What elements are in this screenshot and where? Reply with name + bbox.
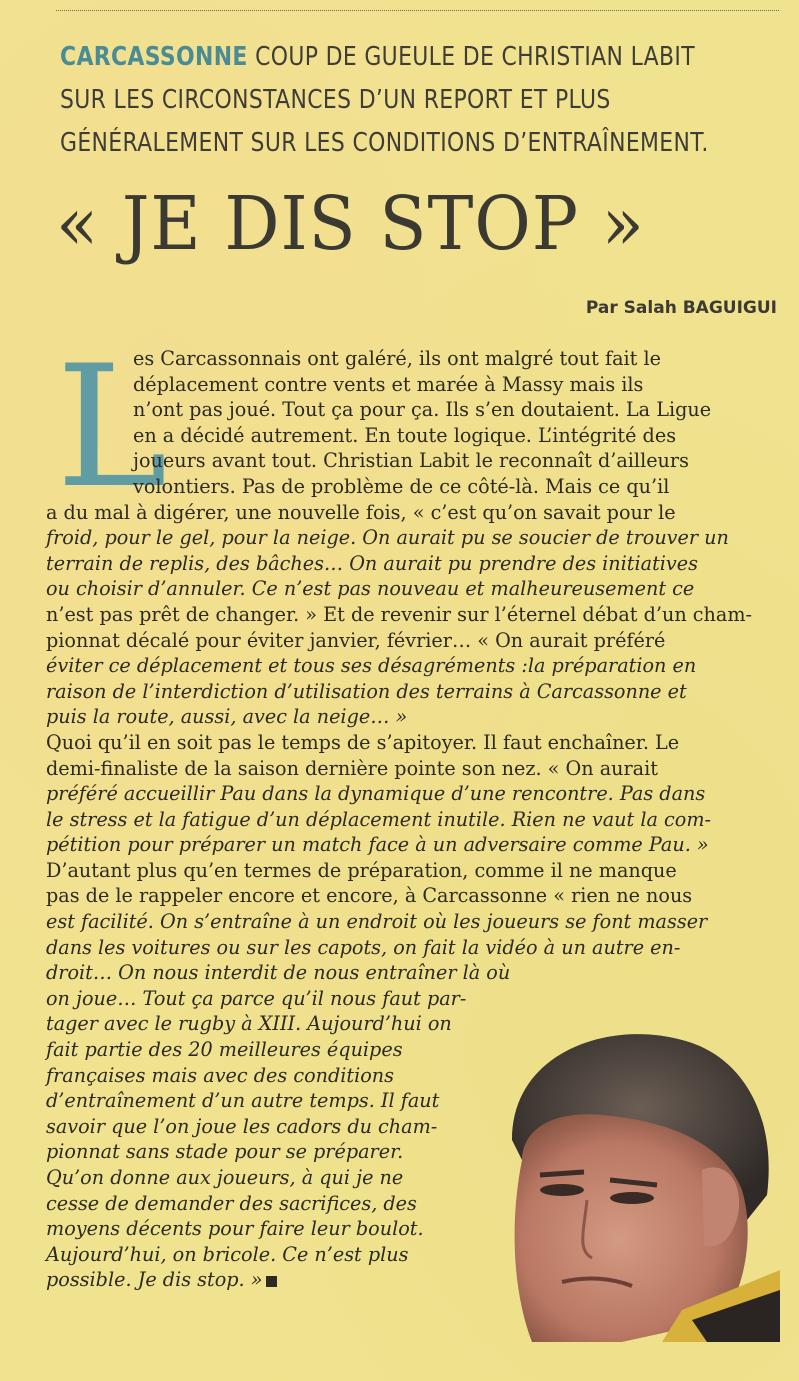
article-line: droit… On nous interdit de nous entraîner là où	[46, 961, 511, 985]
article-line: pas de le rappeler encore et encore, à Carcassonne « rien ne nous	[46, 884, 693, 908]
article-line: a du mal à digérer, une nouvelle fois, « c’est qu’on savait pour le	[46, 500, 676, 524]
article-line: en a décidé autrement. En toute logique. L’intégrité des	[133, 423, 677, 447]
article-line: tager avec le rugby à XIII. Aujourd’hui on	[46, 1012, 452, 1036]
article-line: moyens décents pour faire leur boulot.	[46, 1217, 424, 1241]
article-line: préféré accueillir Pau dans la dynamique d’une rencontre. Pas dans	[46, 782, 706, 806]
article-line: puis la route, aussi, avec la neige… »	[46, 705, 408, 729]
article-line: n’est pas prêt de changer. » Et de revenir sur l’éternel débat d’un cham-	[46, 602, 753, 626]
article-line: déplacement contre vents et marée à Massy mais ils	[133, 372, 644, 396]
article-line: pionnat sans stade pour se préparer.	[46, 1140, 404, 1164]
article-line: d’entraînement d’un autre temps. Il faut	[46, 1089, 440, 1113]
article-line: pétition pour préparer un match face à un adversaire comme Pau. »	[46, 833, 709, 857]
article-line: cesse de demander des sacrifices, des	[46, 1191, 417, 1215]
byline: Par Salah BAGUIGUI	[585, 298, 777, 318]
article-line: Qu’on donne aux joueurs, à qui je ne	[46, 1166, 404, 1189]
article-line: fait partie des 20 meilleures équipes	[46, 1038, 403, 1062]
kicker	[60, 36, 774, 165]
top-dotted-rule	[56, 10, 779, 11]
article-line: terrain de replis, des bâches… On aurait pu prendre des initiatives	[46, 551, 698, 575]
article-line: es Carcassonnais ont galéré, ils ont malgré tout fait le	[133, 347, 661, 370]
article-line: Aujourd’hui, on bricole. Ce n’est plus	[46, 1242, 409, 1266]
kicker-line-2: SUR LES CIRCONSTANCES D’UN REPORT ET PLUS	[60, 85, 611, 115]
kicker-text-1: COUP DE GUEULE DE CHRISTIAN LABIT	[247, 42, 695, 72]
article-line: D’autant plus qu’en termes de préparation, comme il ne manque	[46, 858, 677, 882]
article-line: raison de l’interdiction d’utilisation des terrains à Carcassonne et	[46, 679, 687, 703]
article-line: demi-finaliste de la saison dernière pointe son nez. « On aurait	[46, 756, 658, 780]
article-line: ou choisir d’annuler. Ce n’est pas nouveau et malheureusement ce	[46, 577, 695, 601]
eye-left	[540, 1184, 584, 1196]
article-line: le stress et la fatigue d’un déplacement inutile. Rien ne vaut la com-	[46, 807, 711, 831]
portrait-photo	[492, 1020, 780, 1342]
end-of-article-square	[266, 1276, 277, 1287]
eye-right	[610, 1192, 654, 1204]
kicker-line-3: GÉNÉRALEMENT SUR LES CONDITIONS D’ENTRAÎNEMENT.	[60, 128, 709, 158]
kicker-line-1	[60, 36, 774, 79]
drop-cap: L	[56, 329, 168, 525]
article-line: françaises mais avec des conditions	[46, 1063, 394, 1087]
article-line: éviter ce déplacement et tous ses désagréments :la préparation en	[46, 654, 697, 678]
article-line: Quoi qu’il en soit pas le temps de s’apitoyer. Il faut enchaîner. Le	[46, 730, 680, 754]
article-line: savoir que l’on joue les cadors du cham-	[46, 1114, 438, 1138]
article-line: est facilité. On s’entraîne à un endroit où les joueurs se font masser	[46, 910, 708, 934]
article-line: on joue… Tout ça parce qu’il nous faut par-	[46, 986, 467, 1010]
headline: « JE DIS STOP »	[56, 181, 645, 267]
article-line: joueurs avant tout. Christian Labit le reconnaît d’ailleurs	[133, 449, 689, 473]
article-line: possible. Je dis stop. »	[46, 1267, 780, 1293]
article-line: n’ont pas joué. Tout ça pour ça. Ils s’en doutaient. La Ligue	[133, 398, 712, 422]
article-line: dans les voitures ou sur les capots, on fait la vidéo à un autre en-	[46, 935, 681, 959]
article-line: volontiers. Pas de problème de ce côté-là. Mais ce qu’il	[133, 474, 670, 498]
article-line: pionnat décalé pour éviter janvier, février… « On aurait préféré	[46, 628, 666, 652]
eyebrow-left	[540, 1172, 584, 1175]
kicker-place: CARCASSONNE	[60, 42, 248, 72]
article-line: froid, pour le gel, pour la neige. On aurait pu se soucier de trouver un	[46, 526, 729, 550]
